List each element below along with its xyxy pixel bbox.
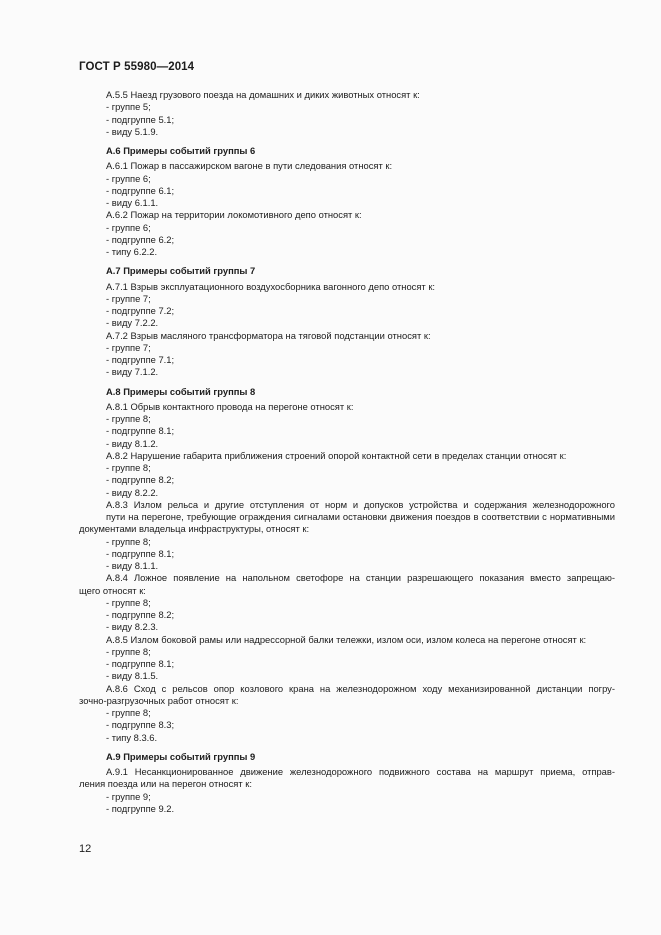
page-number: 12	[79, 843, 92, 855]
section-heading: А.7 Примеры событий группы 7	[106, 265, 256, 277]
list-line: - виду 7.1.2.	[106, 366, 159, 378]
list-line: А.6.2 Пожар на территории локомотивного депо относят к:	[106, 209, 362, 221]
list-line: - группе 7;	[106, 341, 151, 353]
list-line: А.5.5 Наезд грузового поезда на домашних и диких животных относят к:	[106, 89, 420, 100]
list-line: - группе 7;	[106, 292, 151, 304]
list-line: - подгруппе 7.1;	[106, 354, 175, 365]
paragraph-line: зочно-разгрузочных работ относят к:	[79, 694, 239, 706]
list-line: - виду 8.2.3.	[106, 621, 159, 633]
list-line: - группе 8;	[106, 596, 151, 608]
list-line: - подгруппе 8.1;	[106, 425, 175, 437]
list-line: - подгруппе 6.2;	[106, 233, 175, 245]
list-line: - группе 8;	[106, 645, 151, 657]
document-body	[79, 89, 615, 815]
paragraph-line: пути на перегоне, требующие ограждения сигналами остановки движения поездов в соответствии с нормативными	[106, 511, 615, 522]
list-line: - подгруппе 6.1;	[106, 184, 175, 196]
list-line: - виду 8.1.1.	[106, 560, 159, 571]
list-line: - подгруппе 7.2;	[106, 305, 175, 316]
list-line: А.8.2 Нарушение габарита приближения строений опорой контактной сети в пределах станции относят к:	[106, 449, 567, 461]
list-line: - подгруппе 9.2.	[106, 802, 175, 814]
section-heading: А.8 Примеры событий группы 8	[106, 385, 256, 397]
list-line: - группе 6;	[106, 221, 151, 233]
list-line: - группе 8;	[106, 707, 151, 718]
list-line: - подгруппе 8.1;	[106, 547, 175, 559]
list-line: - виду 8.1.5.	[106, 670, 159, 682]
list-line: А.8.5 Излом боковой рамы или надрессорной балки тележки, излом оси, излом колеса на перегоне относят к:	[106, 633, 587, 645]
list-line: - подгруппе 8.1;	[106, 658, 175, 669]
list-line: - подгруппе 8.2;	[106, 474, 175, 486]
paragraph-line: щего относят к:	[79, 584, 146, 596]
list-line: - типу 8.3.6.	[106, 731, 158, 743]
section-heading: А.6 Примеры событий группы 6	[106, 145, 256, 156]
list-line: - подгруппе 5.1;	[106, 113, 175, 125]
paragraph-line: А.8.6 Сход с рельсов опор козлового крана на железнодорожном ходу механизированной дистанции погру-	[106, 682, 615, 694]
list-line: - виду 8.2.2.	[106, 486, 159, 498]
list-line: - типу 6.2.2.	[106, 246, 158, 257]
list-line: А.6.1 Пожар в пассажирском вагоне в пути следования относят к:	[106, 160, 393, 172]
list-line: - виду 5.1.9.	[106, 125, 159, 137]
paragraph-line: документами владельца инфраструктуры, относят к:	[79, 523, 310, 535]
paragraph-line: А.9.1 Несанкционированное движение железнодорожного подвижного состава на маршрут приема, отправ-	[106, 766, 615, 777]
paragraph-line: ления поезда или на перегон относят к:	[79, 778, 252, 790]
list-line: - группе 8;	[106, 413, 151, 424]
list-line: - виду 6.1.1.	[106, 197, 159, 208]
paragraph-line: А.8.3 Излом рельса и другие отступления от норм и допусков устройства и содержания железнодорожного	[106, 498, 615, 510]
list-line: - виду 7.2.2.	[106, 317, 159, 329]
list-line: - группе 8;	[106, 462, 151, 473]
list-line: - группе 5;	[106, 101, 151, 113]
list-line: - группе 8;	[106, 535, 151, 547]
paragraph-line: А.8.4 Ложное появление на напольном светофоре на станции разрешающего показания вместо запрещаю-	[106, 572, 615, 584]
list-line: - виду 8.1.2.	[106, 437, 159, 449]
list-line: А.8.1 Обрыв контактного провода на перегоне относят к:	[106, 400, 354, 412]
list-line: - группе 6;	[106, 172, 151, 184]
section-heading: А.9 Примеры событий группы 9	[106, 750, 256, 762]
list-line: - подгруппе 8.2;	[106, 609, 175, 620]
list-line: - подгруппе 8.3;	[106, 719, 175, 731]
list-line: А.7.2 Взрыв масляного трансформатора на тяговой подстанции относят к:	[106, 329, 431, 341]
document-header: ГОСТ Р 55980—2014	[79, 61, 195, 73]
list-line: А.7.1 Взрыв эксплуатационного воздухосборника вагонного депо относят к:	[106, 280, 436, 292]
list-line: - группе 9;	[106, 790, 151, 802]
